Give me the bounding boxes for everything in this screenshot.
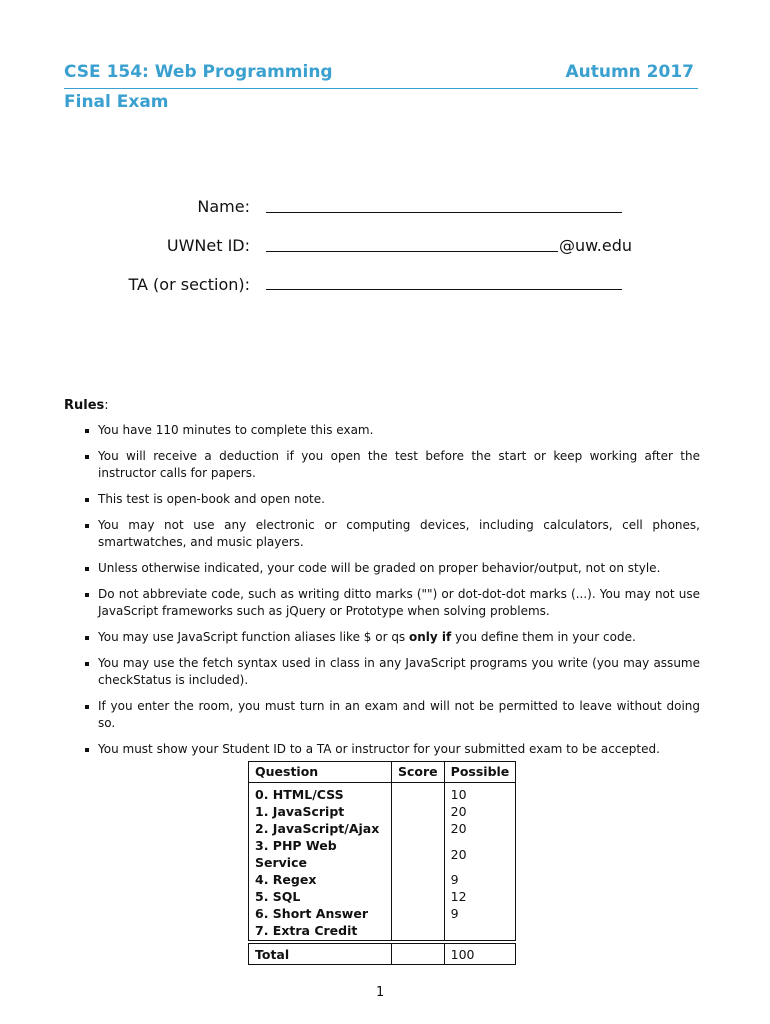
rules-heading: Rules:	[64, 398, 109, 413]
table-row	[249, 888, 516, 905]
column-header: Score	[392, 762, 445, 783]
rule-item: You may use the fetch syntax used in class in any JavaScript programs you write (you may assume checkStatus is included).	[64, 655, 700, 689]
table-row	[249, 803, 516, 820]
rule-item: Do not abbreviate code, such as writing ditto marks ("") or dot-dot-dot marks (...). You may not use JavaScript frameworks such as jQuery or Prototype when solving problems.	[64, 586, 700, 620]
page-number: 1	[376, 985, 385, 1000]
rule-item: You will receive a deduction if you open the test before the start or keep working after the instructor calls for papers.	[64, 448, 700, 482]
rule-item: You have 110 minutes to complete this exam.	[64, 422, 700, 439]
rule-item: If you enter the room, you must turn in an exam and will not be permitted to leave without doing so.	[64, 698, 700, 732]
possible-cell: 20	[444, 820, 516, 837]
possible-cell: 10	[444, 783, 516, 804]
bullet-icon	[85, 748, 89, 752]
column-header: Possible	[444, 762, 516, 783]
rule-item: Unless otherwise indicated, your code will be graded on proper behavior/output, not on style.	[64, 560, 700, 577]
question-cell: 5. SQL	[249, 888, 392, 905]
table-header-row	[249, 762, 516, 783]
column-header: Question	[249, 762, 392, 783]
question-cell: 4. Regex	[249, 871, 392, 888]
table-row	[249, 905, 516, 922]
rule-item: You may not use any electronic or computing devices, including calculators, cell phones, smartwatches, and music players.	[64, 517, 700, 551]
exam-title: Final Exam	[64, 92, 169, 112]
possible-cell: 12	[444, 888, 516, 905]
score-cell[interactable]	[392, 905, 445, 922]
question-cell: 7. Extra Credit	[249, 922, 392, 941]
possible-cell	[444, 922, 516, 941]
score-cell[interactable]	[392, 803, 445, 820]
possible-cell: 20	[444, 803, 516, 820]
rule-item: This test is open-book and open note.	[64, 491, 700, 508]
bullet-icon	[85, 524, 89, 528]
total-row	[249, 944, 516, 965]
bullet-icon	[85, 567, 89, 571]
table-row	[249, 922, 516, 941]
rules-list	[64, 422, 700, 767]
uwnet-suffix: @uw.edu	[559, 236, 632, 255]
uwnet-field[interactable]	[266, 251, 558, 252]
score-table	[248, 761, 516, 965]
possible-cell: 9	[444, 905, 516, 922]
bullet-icon	[85, 498, 89, 502]
possible-cell: 20	[444, 837, 516, 871]
possible-cell: 9	[444, 871, 516, 888]
table-row	[249, 820, 516, 837]
table-row	[249, 783, 516, 804]
question-cell: 3. PHP Web Service	[249, 837, 392, 871]
bullet-icon	[85, 662, 89, 666]
uwnet-label: UWNet ID:	[166, 236, 250, 255]
question-cell: 6. Short Answer	[249, 905, 392, 922]
score-cell[interactable]	[392, 922, 445, 941]
question-cell: 2. JavaScript/Ajax	[249, 820, 392, 837]
rule-item: You may use JavaScript function aliases like $ or qs only if you define them in your code.	[64, 629, 700, 646]
bullet-icon	[85, 429, 89, 433]
score-cell[interactable]	[392, 783, 445, 804]
score-cell[interactable]	[392, 888, 445, 905]
bullet-icon	[85, 636, 89, 640]
total-possible-cell: 100	[444, 944, 516, 965]
bullet-icon	[85, 593, 89, 597]
table-row	[249, 837, 516, 871]
table-row	[249, 871, 516, 888]
total-label: Total	[249, 944, 392, 965]
score-cell[interactable]	[392, 871, 445, 888]
course-title: CSE 154: Web Programming	[64, 62, 333, 82]
total-score-cell[interactable]	[392, 944, 445, 965]
question-cell: 0. HTML/CSS	[249, 783, 392, 804]
name-label: Name:	[197, 197, 250, 216]
ta-field[interactable]	[266, 289, 622, 290]
term-label: Autumn 2017	[565, 62, 694, 82]
ta-label: TA (or section):	[128, 275, 250, 294]
name-field[interactable]	[266, 212, 622, 213]
score-cell[interactable]	[392, 820, 445, 837]
rule-item: You must show your Student ID to a TA or instructor for your submitted exam to be accepted.	[64, 741, 700, 758]
page-header	[64, 62, 698, 89]
score-cell[interactable]	[392, 837, 445, 871]
bullet-icon	[85, 705, 89, 709]
question-cell: 1. JavaScript	[249, 803, 392, 820]
bullet-icon	[85, 455, 89, 459]
